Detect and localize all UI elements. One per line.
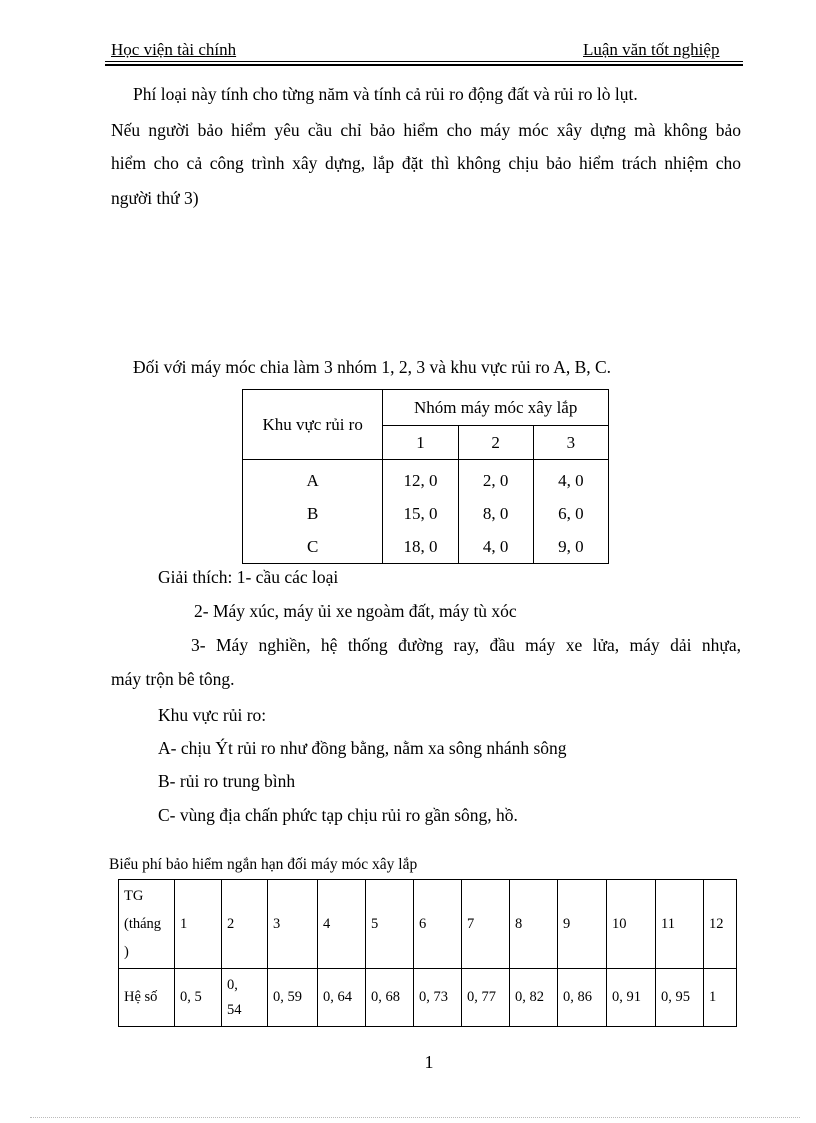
rate-table-group-header: Nhóm máy móc xây lắp (383, 390, 609, 426)
schedule-coef: 0, 68 (366, 969, 414, 1027)
schedule-tg-line: (tháng (124, 916, 162, 932)
table-row (243, 530, 609, 564)
schedule-month: 7 (462, 880, 510, 969)
rate-table-cell: 6, 0 (533, 497, 608, 530)
schedule-coef (222, 969, 268, 1027)
schedule-tg-line: TG (124, 888, 144, 904)
schedule-tg-line: ) (124, 944, 129, 960)
schedule-month: 6 (414, 880, 462, 969)
explanation-line-1: Giải thích: 1- cầu các loại (158, 567, 339, 587)
schedule-month: 9 (558, 880, 607, 969)
rate-table-group: 1 (383, 426, 458, 460)
rate-table-cell: 4, 0 (458, 530, 533, 564)
schedule-coef: 0, 95 (656, 969, 704, 1027)
rate-table-cell: 12, 0 (383, 460, 458, 498)
explanation-line-3: 3- Máy nghiền, hệ thống đường ray, đầu máy xe lửa, máy dải nhựa, (191, 635, 741, 655)
page-edge-divider (30, 1117, 800, 1118)
schedule-month: 4 (318, 880, 366, 969)
rate-table-zone: B (243, 497, 383, 530)
schedule-coef-label: Hệ số (119, 969, 175, 1027)
schedule-tg-header (119, 880, 175, 969)
schedule-coef: 0, 91 (607, 969, 656, 1027)
schedule-coef: 0, 5 (175, 969, 222, 1027)
schedule-coef: 0, 86 (558, 969, 607, 1027)
rate-table-group: 3 (533, 426, 608, 460)
header-rule-thick (105, 64, 743, 66)
explanation-line-5: Khu vực rủi ro: (158, 705, 267, 725)
schedule-coef: 0, 73 (414, 969, 462, 1027)
explanation-line-2: 2- Máy xúc, máy ủi xe ngoàm đất, máy tù xóc (194, 601, 517, 621)
schedule-month: 8 (510, 880, 558, 969)
rate-table-cell: 18, 0 (383, 530, 458, 564)
header-left: Học viện tài chính (111, 40, 237, 59)
rate-table-zone: A (243, 460, 383, 498)
schedule-coef: 1 (704, 969, 737, 1027)
table-row (119, 880, 737, 969)
rate-table-cell: 15, 0 (383, 497, 458, 530)
header-rule (105, 61, 743, 62)
schedule-month: 12 (704, 880, 737, 969)
schedule-coef: 0, 64 (318, 969, 366, 1027)
table-row (243, 460, 609, 498)
schedule-caption: Biểu phí bảo hiểm ngắn hạn đối máy móc xây lắp (109, 856, 418, 873)
paragraph-2-line-1: Nếu người bảo hiểm yêu cầu chỉ bảo hiểm cho máy móc xây dựng mà không bảo (111, 120, 741, 140)
rate-table (242, 389, 609, 564)
paragraph-1: Phí loại này tính cho từng năm và tính cả rủi ro động đất và rủi ro lò lụt. (133, 84, 638, 104)
schedule-month: 11 (656, 880, 704, 969)
table-row (119, 969, 737, 1027)
rate-table-zone: C (243, 530, 383, 564)
schedule-month: 5 (366, 880, 414, 969)
schedule-coef-part: 54 (227, 1001, 242, 1018)
rate-table-cell: 9, 0 (533, 530, 608, 564)
schedule-table (118, 879, 737, 1027)
explanation-line-4: máy trộn bê tông. (111, 669, 235, 689)
table-row (243, 497, 609, 530)
rate-table-cell: 4, 0 (533, 460, 608, 498)
schedule-coef: 0, 82 (510, 969, 558, 1027)
paragraph-2-line-3: người thứ 3) (111, 188, 199, 208)
explanation-line-6: A- chịu Ýt rủi ro như đồng bằng, nằm xa sông nhánh sông (158, 738, 567, 758)
schedule-month: 3 (268, 880, 318, 969)
rate-table-row-header: Khu vực rủi ro (243, 390, 383, 460)
page-number: 1 (424, 1052, 434, 1072)
explanation-line-8: C- vùng địa chấn phức tạp chịu rủi ro gần sông, hồ. (158, 805, 518, 825)
rate-table-cell: 8, 0 (458, 497, 533, 530)
schedule-coef-part: 0, (227, 976, 238, 993)
rate-table-cell: 2, 0 (458, 460, 533, 498)
schedule-month: 1 (175, 880, 222, 969)
schedule-coef: 0, 77 (462, 969, 510, 1027)
header-right: Luận văn tốt nghiệp (583, 40, 720, 59)
schedule-month: 2 (222, 880, 268, 969)
schedule-month: 10 (607, 880, 656, 969)
paragraph-2-line-2: hiểm cho cả công trình xây dựng, lắp đặt thì không chịu bảo hiểm trách nhiệm cho (111, 153, 741, 173)
paragraph-3: Đối với máy móc chia làm 3 nhóm 1, 2, 3 và khu vực rủi ro A, B, C. (133, 357, 612, 377)
explanation-line-7: B- rủi ro trung bình (158, 771, 296, 791)
schedule-coef: 0, 59 (268, 969, 318, 1027)
rate-table-group: 2 (458, 426, 533, 460)
